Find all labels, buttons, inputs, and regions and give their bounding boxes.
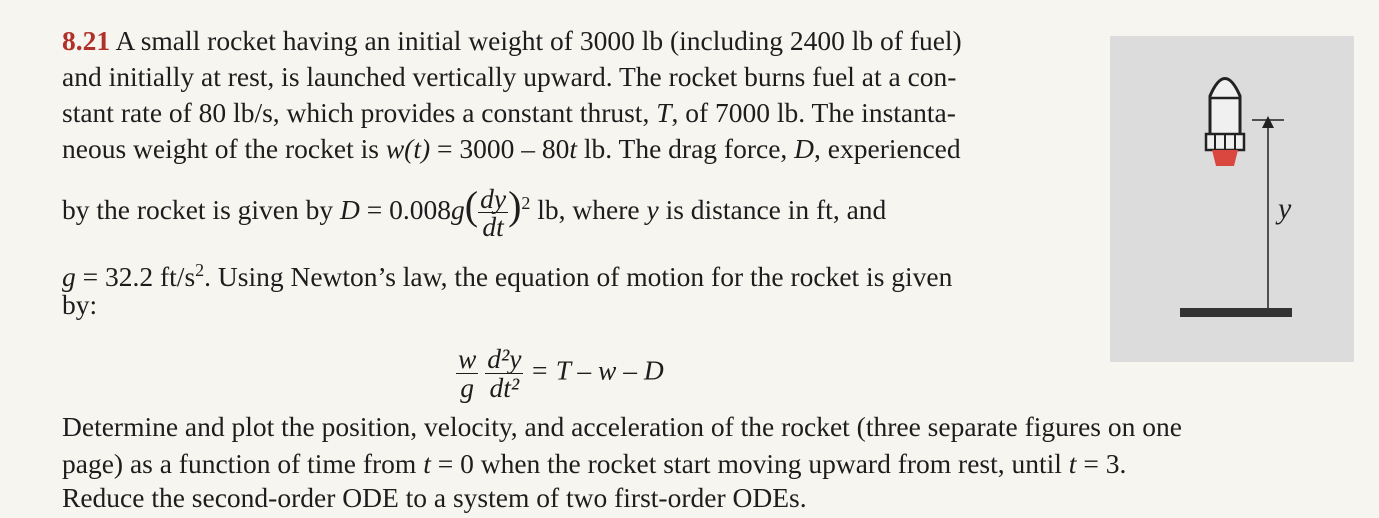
time-symbol-2: t <box>423 448 431 479</box>
time-symbol-3: t <box>1068 448 1077 479</box>
problem-text-4d: , experienced <box>814 133 961 164</box>
problem-text-9b: = 0 when the rocket start moving upward from rest, until <box>430 448 1069 479</box>
weight-function: w(t) <box>385 133 431 164</box>
problem-text-2: and initially at rest, is launched vertically upward. The rocket burns fuel at a con- <box>62 61 957 92</box>
problem-line-5: by the rocket is given by D = 0.008g( $\frac{dy}{dt}$ )$^2$ lb, where y is distance in ft, and <box>62 182 887 243</box>
problem-text-5c: lb, where <box>530 194 647 226</box>
time-symbol: t <box>569 133 578 164</box>
problem-text-9c: = 3. <box>1076 448 1127 479</box>
problem-text-5d: is distance in ft, and <box>658 194 887 226</box>
distance-symbol: y <box>646 194 659 226</box>
problem-text-8: Determine and plot the position, velocity, and acceleration of the rocket (three separate figures on one <box>62 411 1182 442</box>
problem-text-3b: , of 7000 lb. The instanta- <box>671 97 956 128</box>
problem-line-2 <box>62 60 956 94</box>
problem-line-6 <box>62 253 952 294</box>
problem-line-10 <box>62 481 807 515</box>
problem-text-4b: = 3000 – 80 <box>430 133 570 164</box>
thrust-symbol: T <box>656 97 672 128</box>
ground <box>1180 308 1292 317</box>
drag-symbol-2: D <box>340 194 360 226</box>
problem-line-4 <box>62 132 961 166</box>
eq-rhs: = T – w – D <box>530 354 664 386</box>
gravity-exponent: 2 <box>195 260 205 280</box>
problem-text-5b: = 0.008 <box>359 194 452 226</box>
equation-of-motion <box>456 345 664 401</box>
eq-w: w <box>458 343 477 374</box>
problem-text-10: Reduce the second-order ODE to a system of two first-order ODEs. <box>62 482 807 513</box>
square-exponent: 2 <box>521 193 531 213</box>
gravity-symbol: g <box>451 194 465 226</box>
problem-line-1 <box>62 24 962 58</box>
dy-numerator: dy <box>480 182 507 214</box>
gravity-symbol-2: g <box>62 261 76 293</box>
problem-text-6a: = 32.2 ft/s <box>75 261 196 293</box>
problem-text-9a: page) as a function of time from <box>62 448 424 479</box>
y-label: y <box>1278 192 1292 225</box>
problem-line-9 <box>62 447 1126 481</box>
problem-line-3 <box>62 96 956 130</box>
dt-denominator: dt <box>482 211 504 243</box>
problem-text-5a: by the rocket is given by <box>62 194 340 226</box>
rocket-diagram <box>1110 36 1354 362</box>
dy-dt-fraction <box>478 182 508 243</box>
w-over-g <box>456 345 478 401</box>
problem-text-1: A small rocket having an initial weight of 3000 lb (including 2400 lb of fuel) <box>115 25 962 56</box>
d2y-dt2 <box>485 345 523 401</box>
eq-g: g <box>460 371 475 403</box>
problem-text-4a: neous weight of the rocket is <box>62 133 386 164</box>
problem-text-3a: stant rate of 80 lb/s, which provides a constant thrust, <box>62 97 657 128</box>
eq-dt2: dt² <box>489 371 520 403</box>
problem-line-8 <box>62 410 1182 444</box>
problem-text-6b: . Using Newton’s law, the equation of motion for the rocket is given <box>204 261 953 293</box>
drag-symbol: D <box>794 133 815 164</box>
problem-line-7 <box>62 288 97 322</box>
arrow-up-icon <box>1262 116 1274 128</box>
problem-number: 8.21 <box>62 25 111 56</box>
rocket-figure <box>1110 36 1354 362</box>
eq-d2y: d²y <box>487 343 522 374</box>
problem-text-4c: lb. The drag force, <box>577 133 795 164</box>
rocket-exhaust <box>1212 150 1238 166</box>
problem-text-7: by: <box>62 289 98 320</box>
